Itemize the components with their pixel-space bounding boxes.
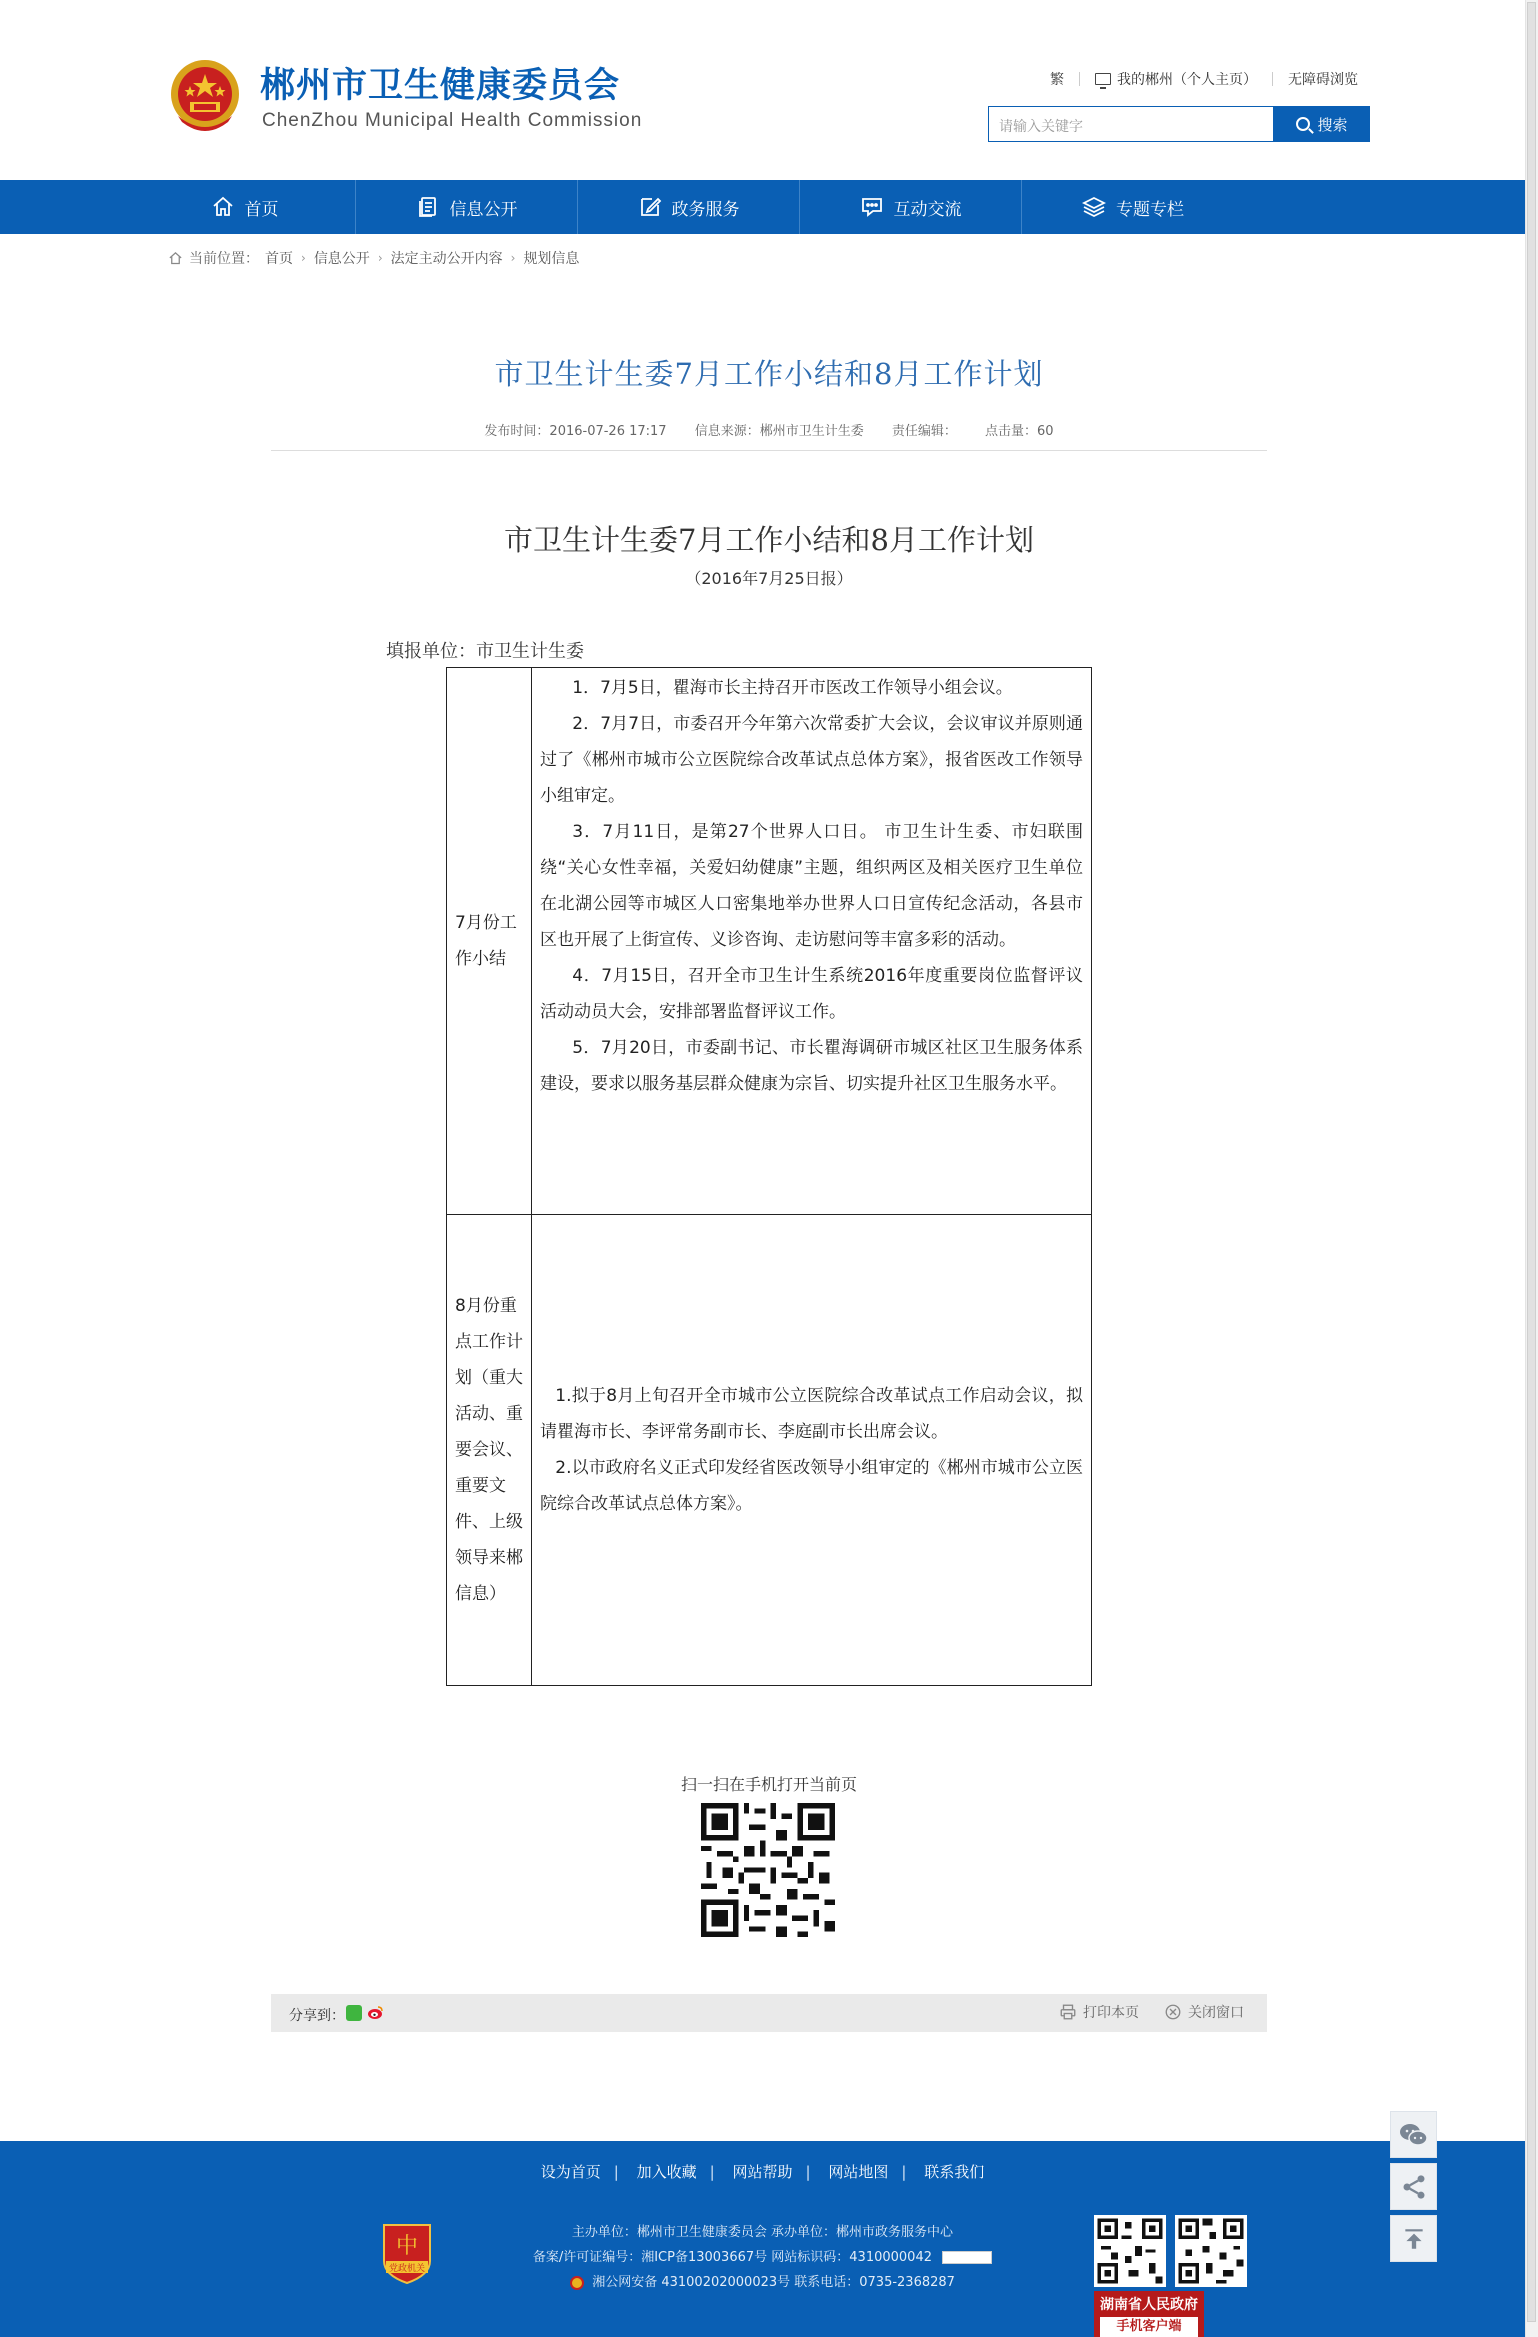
printer-icon xyxy=(1059,2003,1077,2021)
document-date: （2016年7月25日报） xyxy=(685,569,853,588)
document-title: 市卫生计生委7月工作小结和8月工作计划 xyxy=(504,523,1034,557)
search-icon xyxy=(1296,117,1310,131)
qr-caption: 扫一扫在手机打开当前页 xyxy=(680,1775,857,1794)
footer-sponsor: 主办单位：郴州市卫生健康委员会 承办单位：郴州市政务服务中心 xyxy=(571,2225,954,2240)
national-emblem-logo[interactable] xyxy=(168,56,242,136)
share-icon xyxy=(1400,2173,1428,2201)
close-window-button[interactable] xyxy=(1164,2002,1244,2022)
top-links xyxy=(1050,69,1358,89)
divider xyxy=(271,450,1267,451)
breadcrumb-link-planning[interactable]: 规划信息 xyxy=(523,251,580,267)
print-label: 打印本页 xyxy=(1083,2005,1139,2021)
footer-police xyxy=(0,2271,1525,2290)
chevron-right-icon: › xyxy=(301,251,306,265)
back-to-top-button[interactable] xyxy=(1390,2215,1437,2262)
wechat-share-icon[interactable] xyxy=(346,2005,362,2021)
fill-unit: 填报单位：市卫生计生委 xyxy=(386,641,584,662)
list-item: 2.以市政府名义正式印发经省医改领导小组审定的《郴州市城市公立医院综合改革试点总体方案》。 xyxy=(540,1458,1083,1514)
footer-qr-code-icon xyxy=(1094,2215,1166,2287)
click-count: 点击量：60 xyxy=(985,424,1054,439)
close-window-label: 关闭窗口 xyxy=(1188,2005,1244,2021)
table-row xyxy=(447,668,1092,1215)
list-item: 1.拟于8月上旬召开全市城市公立医院综合改革试点工作启动会议，拟请瞿海市长、李评常务副市长、李庭副市长出席会议。 xyxy=(540,1386,1083,1442)
footer-icp xyxy=(0,2246,1525,2265)
publish-time: 发布时间：2016-07-26 17:17 xyxy=(484,424,667,439)
share-label: 分享到： xyxy=(289,2008,345,2024)
row-label: 8月份重点工作计划（重大活动、重要会议、重要文件、上级领导来郴信息） xyxy=(447,1215,532,1686)
wechat-float-button[interactable] xyxy=(1390,2111,1437,2158)
chevron-right-icon: › xyxy=(377,251,383,265)
hunan-mobile-client: 手机客户端 xyxy=(1100,2317,1198,2337)
report-table xyxy=(446,667,1092,1686)
main-nav xyxy=(0,180,1525,234)
chat-icon xyxy=(860,195,884,219)
scrollbar-thumb[interactable] xyxy=(1527,2,1536,2322)
monitor-icon xyxy=(1095,73,1111,85)
hunan-gov-title: 湖南省人民政府 xyxy=(1100,2297,1198,2313)
police-badge-icon xyxy=(570,2276,584,2290)
footer-links: 设为首页 | 加入收藏 | 网站帮助 | 网站地图 | 联系我们 xyxy=(540,2163,985,2181)
list-item: 1．7月5日，瞿海市长主持召开市医改工作领导小组会议。 xyxy=(572,678,1013,698)
breadcrumb-prefix: 当前位置： xyxy=(189,251,259,267)
nav-item-label: 政务服务 xyxy=(671,199,740,220)
site-name[interactable]: 郴州市卫生健康委员会 xyxy=(260,66,621,106)
footer-link-help[interactable]: 网站帮助 xyxy=(732,2163,793,2181)
footer-link-sitemap[interactable]: 网站地图 xyxy=(828,2163,889,2181)
hunan-gov-badge[interactable] xyxy=(1094,2291,1204,2337)
nav-item-label: 首页 xyxy=(244,199,279,220)
table-row xyxy=(447,1215,1092,1686)
police-text: 湘公网安备 43100202000023号 联系电话：0735-2368287 xyxy=(592,2275,955,2290)
icp-text: 备案/许可证编号：湘ICP备13003667号 网站标识码：4310000042 xyxy=(532,2250,932,2265)
nav-item-special-topics[interactable] xyxy=(1022,180,1244,234)
list-item: 2．7月7日，市委召开今年第六次常委扩大会议，会议审议并原则通过了《郴州市城市公立医院综合改革试点总体方案》，报省医改工作领导小组审定。 xyxy=(540,714,1083,806)
breadcrumb-link-info[interactable]: 信息公开 xyxy=(313,251,370,267)
list-item: 4．7月15日，召开全市卫生计生系统2016年度重要岗位监督评议活动动员大会，安排部署监督评议工作。 xyxy=(540,966,1083,1022)
footer-link-favorite[interactable]: 加入收藏 xyxy=(636,2163,697,2181)
footer-link-contact[interactable]: 联系我们 xyxy=(924,2163,985,2181)
layers-icon xyxy=(1082,195,1106,219)
cnzz-badge[interactable] xyxy=(942,2251,992,2264)
wechat-icon xyxy=(1399,2122,1429,2148)
share-float-button[interactable] xyxy=(1390,2163,1437,2210)
row-content xyxy=(532,1215,1092,1686)
info-source: 信息来源：郴州市卫生计生委 xyxy=(694,424,864,439)
search-button[interactable] xyxy=(1274,106,1370,142)
search-input[interactable]: 请输入关键字 xyxy=(988,106,1274,142)
breadcrumb xyxy=(168,248,579,268)
site-english-name: ChenZhou Municipal Health Commission xyxy=(262,110,643,131)
svg-text:中: 中 xyxy=(395,2234,419,2259)
nav-item-interaction[interactable] xyxy=(800,180,1022,234)
my-chenzhou-link[interactable]: 我的郴州（个人主页） xyxy=(1117,72,1257,88)
row-content xyxy=(532,668,1092,1215)
list-item: 5．7月20日，市委副书记、市长瞿海调研市城区社区卫生服务体系建设，要求以服务基层群众健康为宗旨、切实提升社区卫生服务水平。 xyxy=(540,1038,1083,1094)
footer-qr-code-icon xyxy=(1175,2215,1247,2287)
nav-item-info-disclosure[interactable] xyxy=(356,180,578,234)
arrow-up-icon xyxy=(1401,2226,1427,2252)
weibo-share-icon[interactable] xyxy=(367,2005,384,2021)
party-gov-label: 党政机关 xyxy=(388,2264,426,2274)
nav-item-label: 信息公开 xyxy=(449,199,518,220)
home-icon xyxy=(211,195,235,219)
breadcrumb-link-statutory[interactable]: 法定主动公开内容 xyxy=(390,251,503,267)
edit-icon xyxy=(638,195,662,219)
editor: 责任编辑： xyxy=(891,424,957,439)
article-title: 市卫生计生委7月工作小结和8月工作计划 xyxy=(494,357,1044,391)
chevron-right-icon: › xyxy=(510,251,516,265)
home-icon xyxy=(168,251,183,266)
qr-code-icon xyxy=(701,1803,835,1937)
row-label: 7月份工作小结 xyxy=(447,668,532,1215)
nav-item-label: 专题专栏 xyxy=(1116,199,1185,220)
nav-item-gov-services[interactable] xyxy=(578,180,800,234)
nav-item-home[interactable] xyxy=(134,180,356,234)
breadcrumb-link-home[interactable]: 首页 xyxy=(265,251,293,267)
footer-link-set-home[interactable]: 设为首页 xyxy=(540,2163,601,2181)
accessible-browse-link[interactable]: 无障碍浏览 xyxy=(1288,72,1358,88)
print-button[interactable] xyxy=(1059,2002,1139,2022)
article-meta xyxy=(0,420,1538,439)
document-icon xyxy=(416,195,440,219)
list-item: 3．7月11日，是第27个世界人口日。 市卫生计生委、市妇联围绕“关心女性幸福，关爱妇幼健康”主题，组织两区及相关医疗卫生单位在北湖公园等市城区人口密集地举办世界人口日宣传纪念活动，各县市区也开展了上街宣传、义诊咨询、走访慰问等丰富多彩的活动。 xyxy=(540,822,1083,950)
nav-item-label: 互动交流 xyxy=(893,199,962,220)
search-button-label: 搜索 xyxy=(1317,115,1348,134)
close-icon xyxy=(1164,2003,1182,2021)
traditional-chinese-link[interactable]: 繁 xyxy=(1050,72,1064,88)
party-gov-badge[interactable] xyxy=(380,2221,434,2285)
